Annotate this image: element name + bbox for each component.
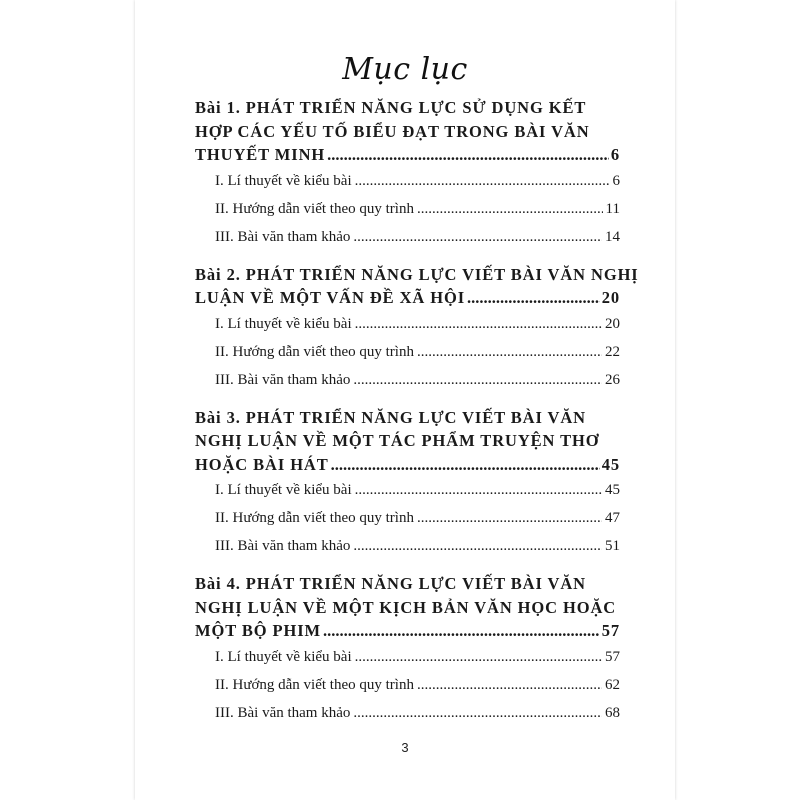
item-label: II. Hướng dẫn viết theo quy trình [215, 200, 414, 217]
section-heading [195, 406, 620, 477]
page-number: 47 [605, 510, 620, 526]
page-number: 57 [601, 621, 620, 640]
page-title: Mục lục [342, 52, 468, 87]
dot-leader [353, 223, 602, 251]
heading-line-last [195, 453, 620, 477]
dot-leader [353, 366, 602, 394]
item-label: II. Hướng dẫn viết theo quy trình [215, 343, 414, 360]
toc-item [195, 504, 620, 532]
page-number: 62 [605, 676, 620, 693]
page-number: 14 [605, 228, 620, 245]
dot-leader [327, 143, 609, 167]
toc-item [195, 476, 620, 504]
item-label: I. Lí thuyết về kiểu bài [215, 482, 352, 498]
toc-item [195, 699, 620, 727]
heading-text: HOẶC BÀI HÁT [195, 454, 329, 474]
toc-item [195, 532, 620, 560]
section-heading [195, 96, 620, 167]
page-number: 45 [605, 482, 620, 498]
page-number: 22 [605, 343, 620, 360]
book-page [135, 0, 675, 800]
page-number: 26 [605, 371, 620, 388]
heading-line [195, 96, 620, 120]
toc-section-1 [195, 96, 620, 251]
heading-text: Bài 2. PHÁT TRIỂN NĂNG LỰC VIẾT BÀI VĂN NGHỊ [195, 264, 639, 284]
toc-item [195, 671, 620, 699]
page-number: 20 [605, 315, 620, 332]
item-label: II. Hướng dẫn viết theo quy trình [215, 676, 414, 693]
toc-section-2 [195, 263, 639, 394]
dot-leader [353, 532, 602, 560]
item-label: III. Bài văn tham khảo [215, 704, 351, 721]
page-number: 20 [601, 288, 620, 307]
item-label: III. Bài văn tham khảo [215, 538, 351, 554]
page-number: 6 [610, 145, 620, 164]
page-number: 68 [605, 704, 620, 721]
item-label: I. Lí thuyết về kiểu bài [215, 648, 352, 665]
heading-line [195, 406, 620, 430]
page-number: 11 [605, 200, 620, 217]
table-of-contents [195, 96, 639, 727]
page-number-footer: 3 [401, 740, 409, 755]
item-label: I. Lí thuyết về kiểu bài [215, 172, 352, 189]
toc-item [195, 310, 620, 338]
item-label: III. Bài văn tham khảo [215, 371, 351, 388]
heading-text: NGHỊ LUẬN VỀ MỘT TÁC PHẨM TRUYỆN THƠ [195, 431, 600, 450]
heading-text: NGHỊ LUẬN VỀ MỘT KỊCH BẢN VĂN HỌC HOẶC [195, 597, 617, 617]
heading-text: THUYẾT MINH [195, 145, 326, 164]
toc-item [195, 223, 620, 251]
dot-leader [331, 453, 600, 477]
toc-item [195, 167, 620, 195]
page-number: 45 [601, 454, 620, 474]
heading-line [195, 429, 620, 453]
heading-line-last [195, 143, 620, 167]
dot-leader [353, 699, 602, 727]
heading-text: HỢP CÁC YẾU TỐ BIỂU ĐẠT TRONG BÀI VĂN [195, 121, 590, 141]
toc-item [195, 338, 620, 366]
page-number: 57 [605, 648, 620, 665]
dot-leader [417, 195, 603, 223]
heading-text: MỘT BỘ PHIM [195, 621, 322, 640]
dot-leader [355, 476, 602, 504]
heading-line [195, 263, 639, 287]
heading-line [195, 596, 620, 620]
dot-leader [417, 338, 602, 366]
dot-leader [355, 310, 602, 338]
heading-text: LUẬN VỀ MỘT VẤN ĐỀ XÃ HỘI [195, 288, 466, 307]
toc-item [195, 195, 620, 223]
section-heading [195, 263, 639, 310]
item-label: II. Hướng dẫn viết theo quy trình [215, 510, 414, 526]
page-number: 6 [612, 172, 620, 189]
heading-line-last [195, 286, 620, 310]
heading-text: Bài 1. PHÁT TRIỂN NĂNG LỰC SỬ DỤNG KẾT [195, 98, 587, 117]
dot-leader [355, 167, 610, 195]
page-number: 51 [605, 538, 620, 554]
heading-line [195, 572, 620, 596]
toc-section-3 [195, 406, 620, 561]
toc-item [195, 643, 620, 671]
heading-text: Bài 3. PHÁT TRIỂN NĂNG LỰC VIẾT BÀI VĂN [195, 407, 586, 427]
toc-section-4 [195, 572, 620, 727]
dot-leader [417, 504, 602, 532]
dot-leader [417, 671, 602, 699]
heading-line [195, 120, 620, 144]
item-label: III. Bài văn tham khảo [215, 228, 351, 245]
section-heading [195, 572, 620, 643]
dot-leader [323, 619, 600, 643]
toc-item [195, 366, 620, 394]
heading-text: Bài 4. PHÁT TRIỂN NĂNG LỰC VIẾT BÀI VĂN [195, 574, 586, 593]
dot-leader [355, 643, 602, 671]
heading-line-last [195, 619, 620, 643]
item-label: I. Lí thuyết về kiểu bài [215, 315, 352, 332]
dot-leader [467, 286, 600, 310]
